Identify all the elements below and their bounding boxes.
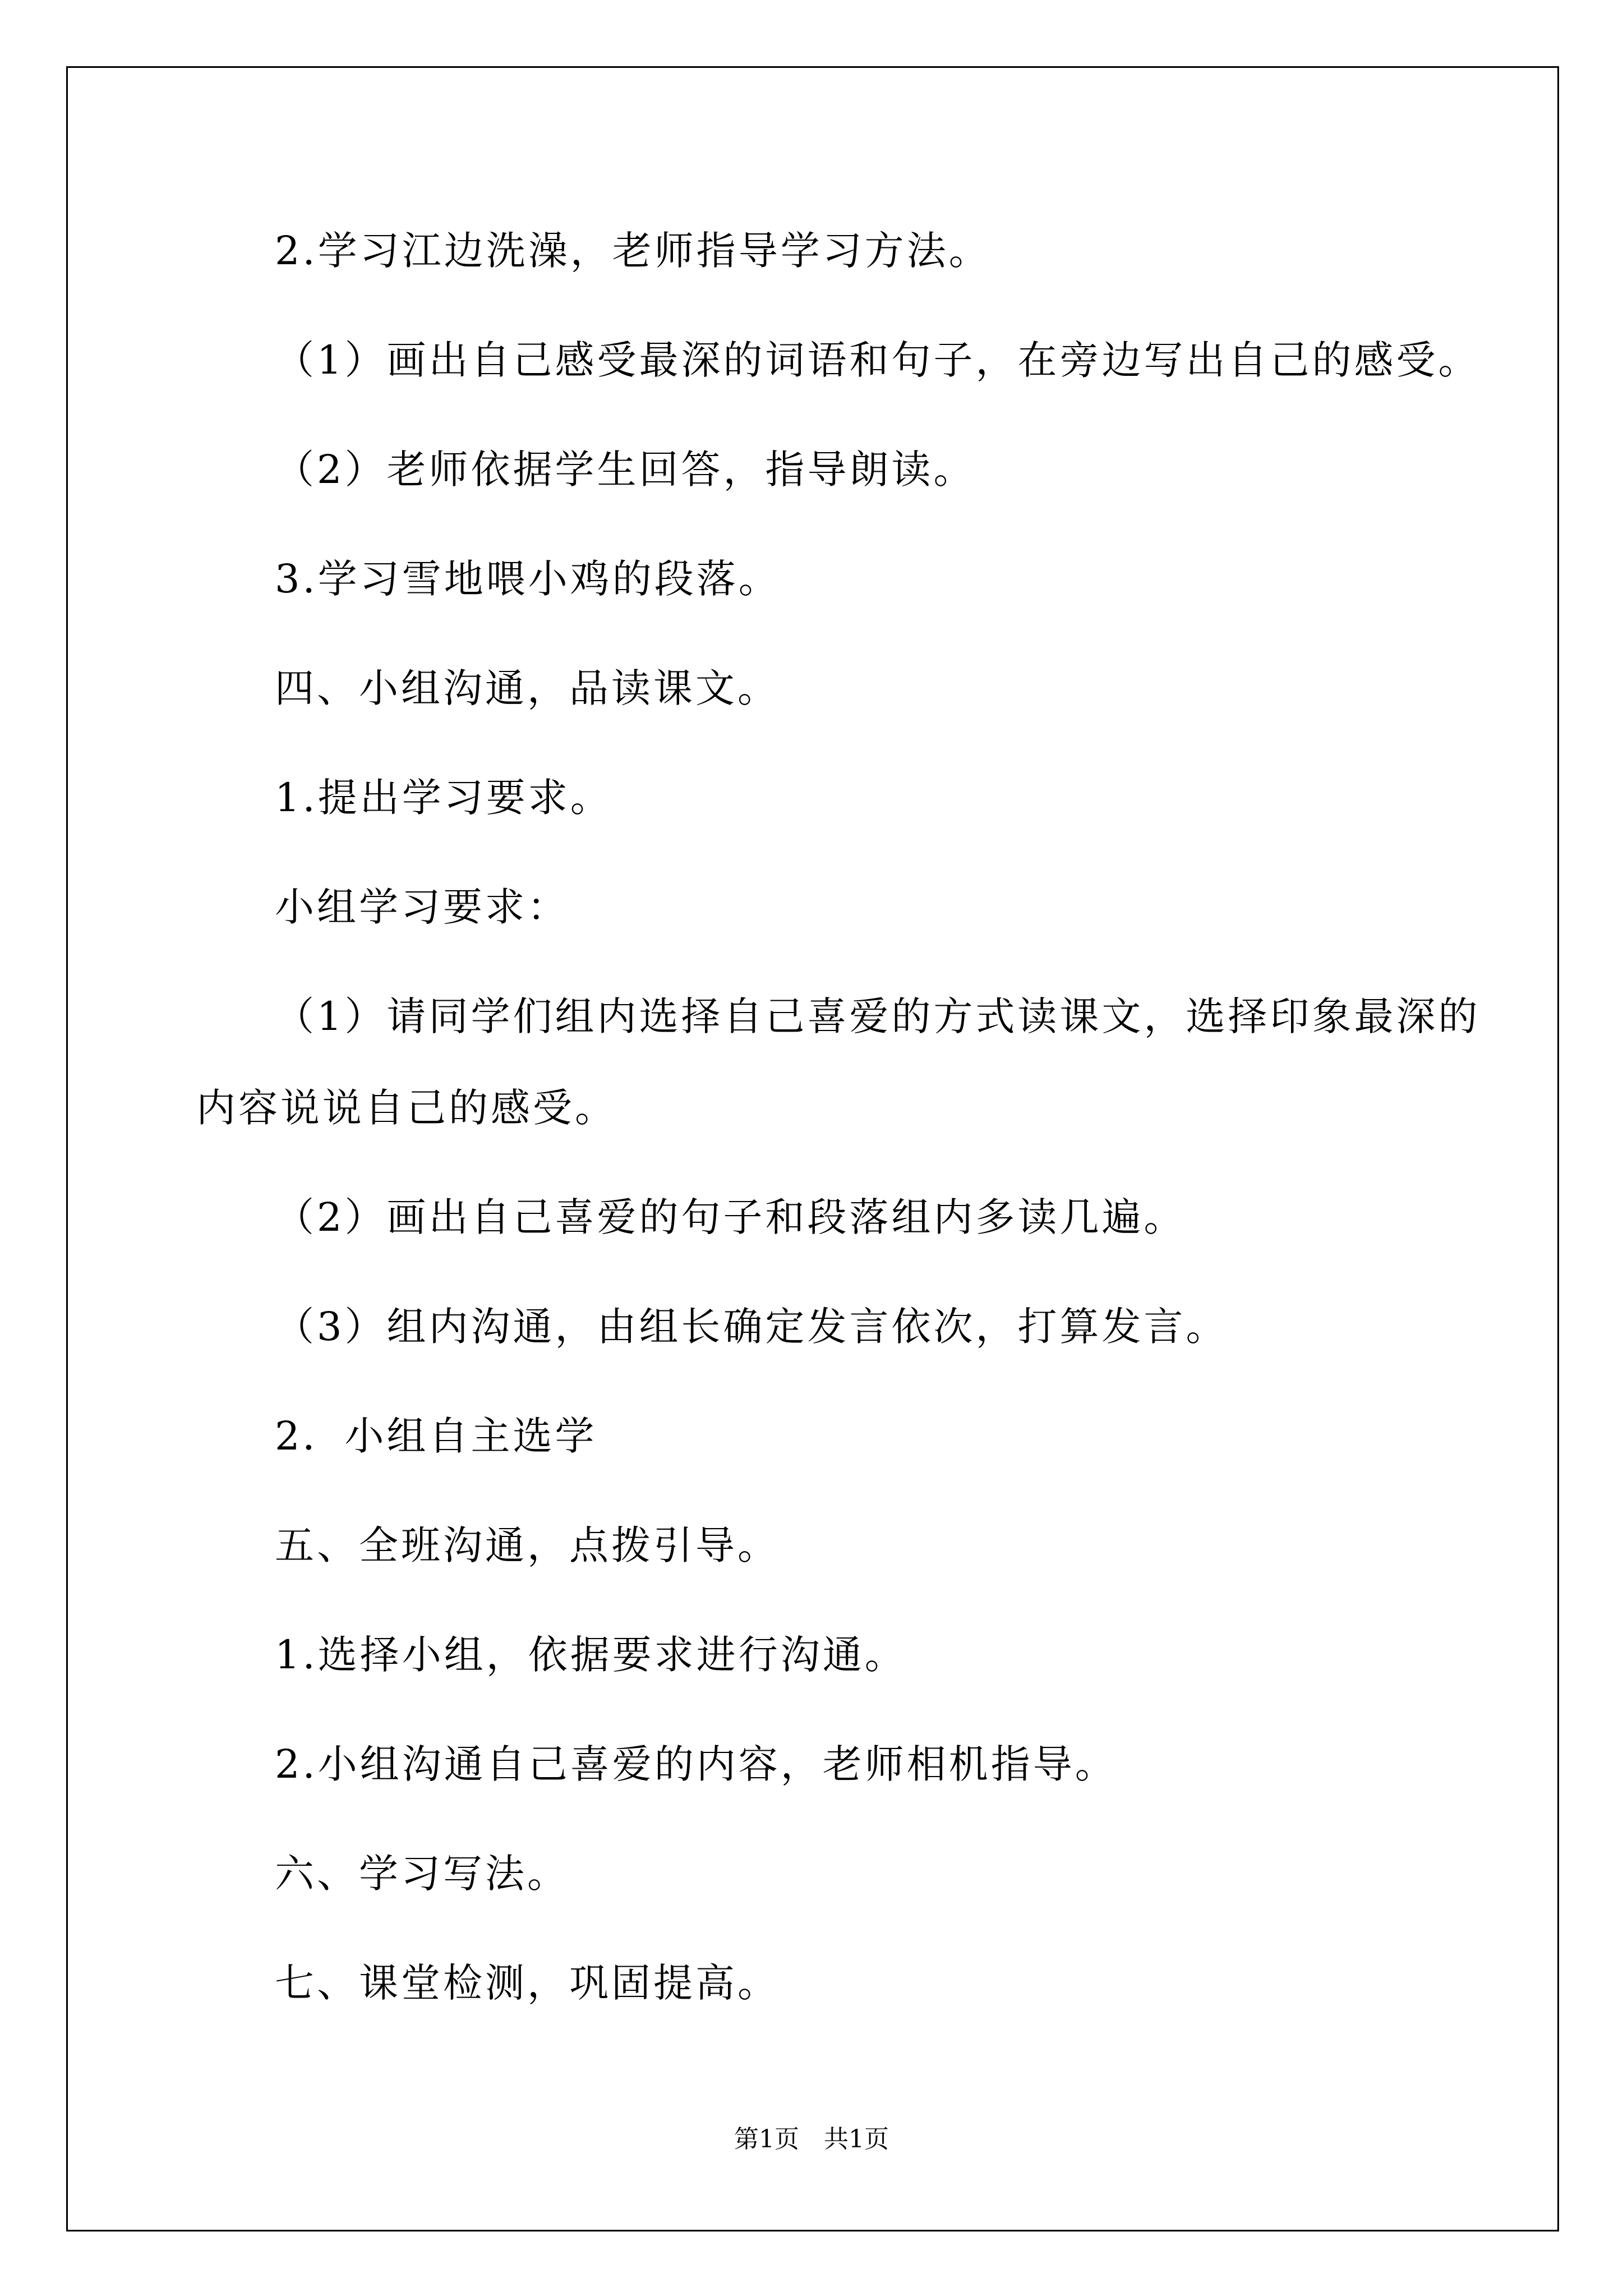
text-line-3: （2）老师依据学生回答，指导朗读。: [275, 447, 976, 493]
text-line-6: 1.提出学习要求。: [275, 775, 612, 821]
text-line-14: 1.选择小组，依据要求进行沟通。: [275, 1632, 907, 1678]
text-line-4: 3.学习雪地喂小鸡的段落。: [275, 556, 781, 602]
text-line-7: 小组学习要求：: [275, 884, 569, 930]
text-line-17: 七、课堂检测，巩固提高。: [275, 1960, 780, 2006]
text-line-13: 五、全班沟通，点拨引导。: [275, 1522, 780, 1568]
text-line-11: （3）组内沟通，由组长确定发言依次，打算发言。: [275, 1304, 1228, 1350]
text-line-1: 2.学习江边洗澡，老师指导学习方法。: [275, 228, 991, 274]
text-line-2: （1）画出自己感受最深的词语和句子，在旁边写出自己的感受。: [275, 337, 1481, 383]
text-line-9: 内容说说自己的感受。: [196, 1085, 617, 1131]
text-line-8: （1）请同学们组内选择自己喜爱的方式读课文，选择印象最深的: [275, 993, 1481, 1039]
page-footer: 第1页 共1页: [734, 2125, 889, 2154]
text-line-15: 2.小组沟通自己喜爱的内容，老师相机指导。: [275, 1741, 1117, 1787]
text-line-16: 六、学习写法。: [275, 1851, 569, 1897]
page-border: [66, 66, 1559, 2231]
text-line-10: （2）画出自己喜爱的句子和段落组内多读几遍。: [275, 1194, 1186, 1240]
text-line-5: 四、小组沟通，品读课文。: [275, 665, 780, 711]
text-line-12: 2．小组自主选学: [275, 1413, 597, 1459]
